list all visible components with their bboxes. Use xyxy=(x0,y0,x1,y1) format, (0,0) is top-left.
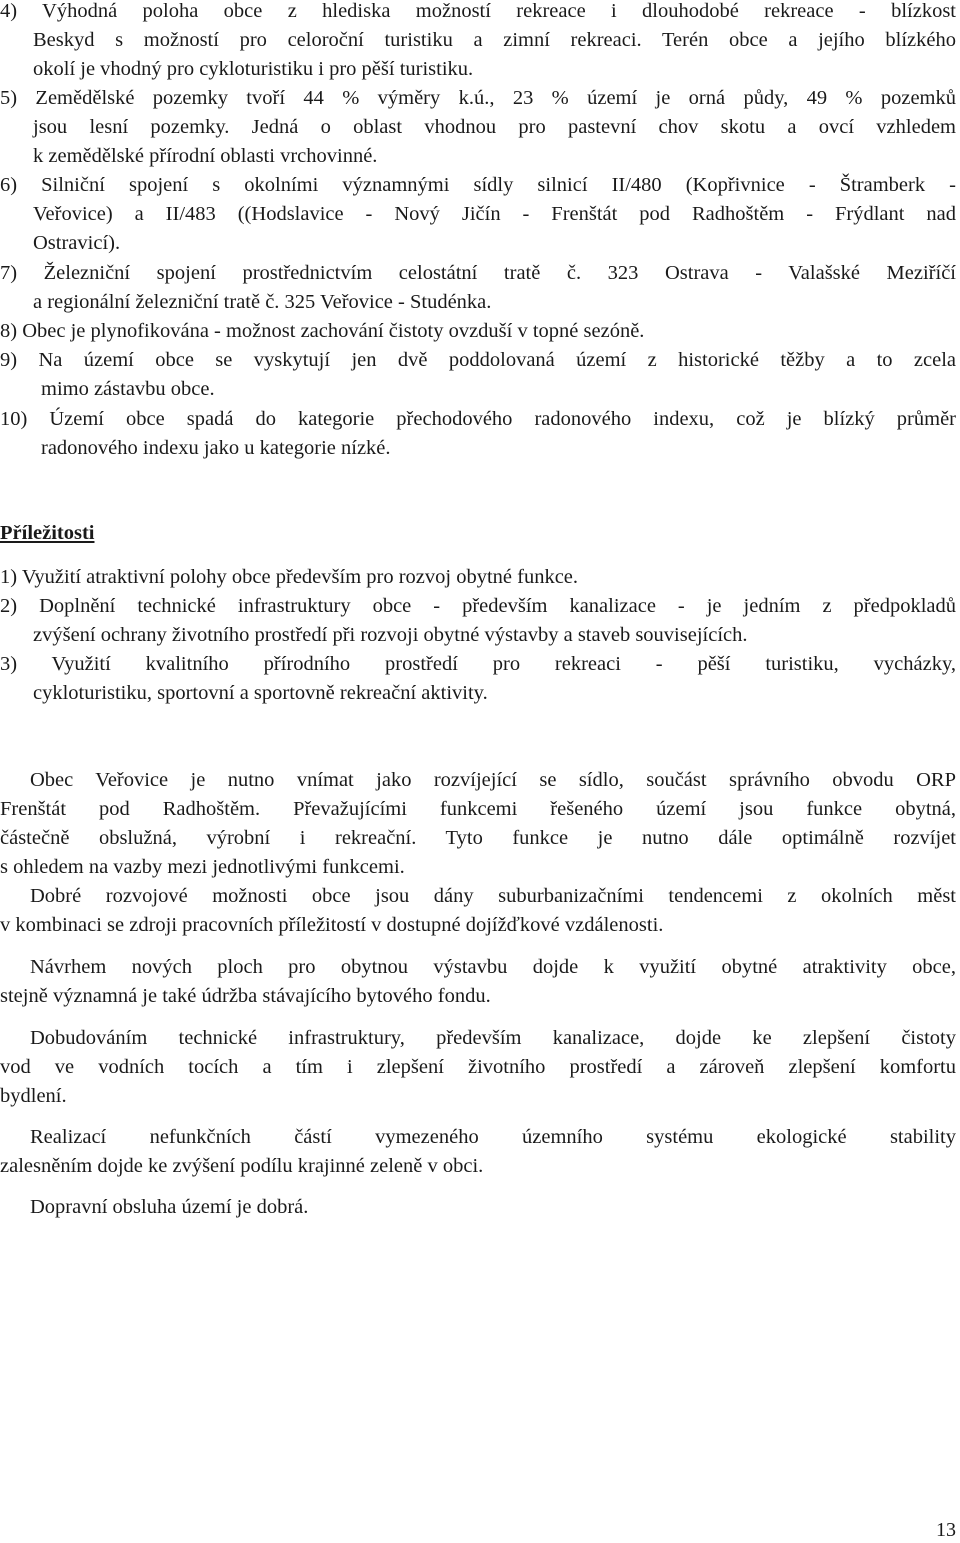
list-item-line: radonového indexu jako u kategorie nízké. xyxy=(41,437,391,459)
paragraph-line: v kombinaci se zdroji pracovních příležitostí v dostupné dojížďkové vzdálenosti. xyxy=(0,914,664,936)
paragraph-line: s ohledem na vazby mezi jednotlivými funkcemi. xyxy=(0,856,405,878)
paragraph-line: Návrhem nových ploch pro obytnou výstavbu dojde k využití obytné atraktivity obce, xyxy=(30,956,956,978)
list-item-line: 3) Využití kvalitního přírodního prostředí pro rekreaci - pěší turistiku, vycházky, xyxy=(0,653,956,675)
paragraph-line: Dobré rozvojové možnosti obce jsou dány suburbanizačními tendencemi z okolních měst xyxy=(30,885,956,907)
list-item-line: 8) Obec je plynofikována - možnost zachování čistoty ovzduší v topné sezóně. xyxy=(0,320,645,342)
list-item-line: 9) Na území obce se vyskytují jen dvě poddolovaná území z historické těžby a to zcela xyxy=(0,349,956,371)
section-heading: Příležitosti xyxy=(0,522,95,544)
list-item-line: 5) Zemědělské pozemky tvoří 44 % výměry k.ú., 23 % území je orná půdy, 49 % pozemků xyxy=(0,87,956,109)
list-item-line: 4) Výhodná poloha obce z hlediska možností rekreace i dlouhodobé rekreace - blízkost xyxy=(0,0,956,22)
paragraph-line: zalesněním dojde ke zvýšení podílu krajinné zeleně v obci. xyxy=(0,1155,484,1177)
list-item-line: 10) Území obce spadá do kategorie přechodového radonového indexu, což je blízký průměr xyxy=(0,408,956,430)
paragraph-line: Dopravní obsluha území je dobrá. xyxy=(30,1196,309,1218)
list-item-line: 7) Železniční spojení prostřednictvím celostátní tratě č. 323 Ostrava - Valašské Meziříčí xyxy=(0,262,956,284)
paragraph-line: vod ve vodních tocích a tím i zlepšení životního prostředí a zároveň zlepšení komfortu xyxy=(0,1056,956,1078)
list-item-line: zvýšení ochrany životního prostředí při rozvoji obytné výstavby a staveb souvisejících. xyxy=(33,624,748,646)
list-item-line: 2) Doplnění technické infrastruktury obce - především kanalizace - je jedním z předpokladů xyxy=(0,595,956,617)
list-item-line: a regionální železniční tratě č. 325 Veřovice - Studénka. xyxy=(33,291,492,313)
list-item-line: Beskyd s možností pro celoroční turistiku a zimní rekreaci. Terén obce a jejího blízkého xyxy=(33,29,956,51)
paragraph-line: Dobudováním technické infrastruktury, především kanalizace, dojde ke zlepšení čistoty xyxy=(30,1027,956,1049)
page-number: 13 xyxy=(936,1519,956,1541)
paragraph-line: částečně obslužná, výrobní i rekreační. Tyto funkce je nutno dále optimálně rozvíjet xyxy=(0,827,956,849)
paragraph-line: stejně významná je také údržba stávajícího bytového fondu. xyxy=(0,985,491,1007)
list-item-line: jsou lesní pozemky. Jedná o oblast vhodnou pro pastevní chov skotu a ovcí vzhledem xyxy=(33,116,956,138)
paragraph-line: Obec Veřovice je nutno vnímat jako rozvíjející se sídlo, součást správního obvodu ORP xyxy=(30,769,956,791)
list-item-line: 1) Využití atraktivní polohy obce především pro rozvoj obytné funkce. xyxy=(0,566,579,588)
list-item-line: k zemědělské přírodní oblasti vrchovinné. xyxy=(33,145,378,167)
list-item-line: mimo zástavbu obce. xyxy=(41,378,215,400)
paragraph-line: bydlení. xyxy=(0,1085,67,1107)
list-item-line: Veřovice) a II/483 ((Hodslavice - Nový Jičín - Frenštát pod Radhoštěm - Frýdlant nad xyxy=(33,203,956,225)
paragraph-line: Realizací nefunkčních částí vymezeného územního systému ekologické stability xyxy=(30,1126,956,1148)
list-item-line: cykloturistiku, sportovní a sportovně rekreační aktivity. xyxy=(33,682,488,704)
list-item-line: Ostravicí). xyxy=(33,232,121,254)
list-item-line: okolí je vhodný pro cykloturistiku i pro pěší turistiku. xyxy=(33,58,474,80)
list-item-line: 6) Silniční spojení s okolními významnými sídly silnicí II/480 (Kopřivnice - Štramberk - xyxy=(0,174,956,196)
paragraph-line: Frenštát pod Radhoštěm. Převažujícími funkcemi řešeného území jsou funkce obytná, xyxy=(0,798,956,820)
